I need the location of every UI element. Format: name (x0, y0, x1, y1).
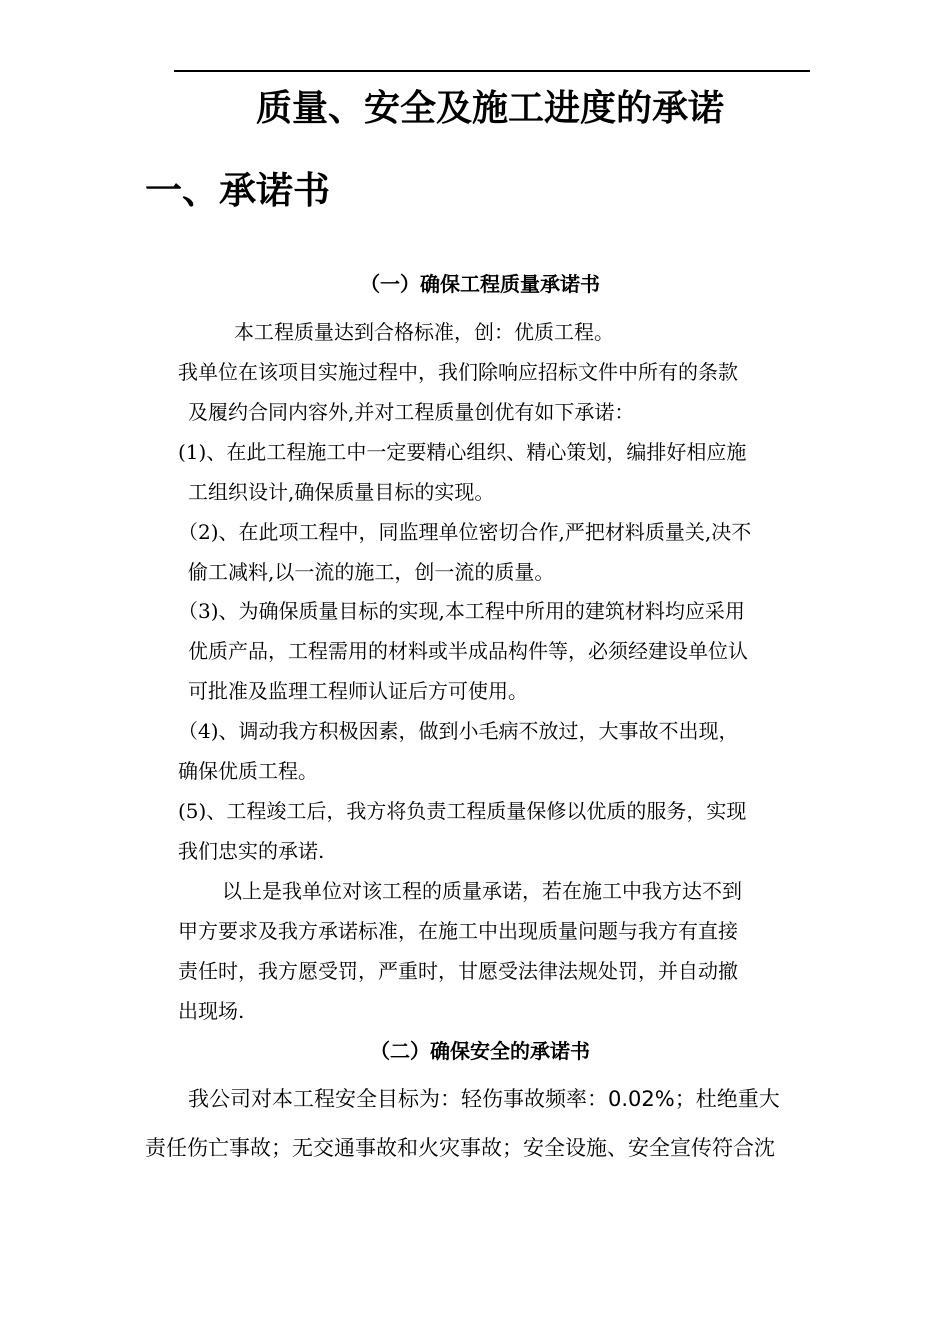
paragraph-line: 工组织设计,确保质量目标的实现。 (188, 480, 495, 504)
paragraph-line: 责任伤亡事故；无交通事故和火灾事故；安全设施、安全宣传符合沈 (145, 1136, 775, 1160)
paragraph-line: 确保优质工程。 (178, 759, 318, 783)
commitment-item-5: (5)、工程竣工后，我方将负责工程质量保修以优质的服务，实现 (178, 799, 747, 823)
section-heading: 一、承诺书 (145, 168, 330, 212)
commitment-item-3: （3)、为确保质量目标的实现,本工程中所用的建筑材料均应采用 (178, 599, 745, 623)
subsection-heading-quality: （一）确保工程质量承诺书 (360, 272, 600, 296)
paragraph-line: 我们忠实的承诺. (178, 839, 325, 863)
header-rule (174, 70, 810, 72)
paragraph-line: 以上是我单位对该工程的质量承诺，若在施工中我方达不到 (222, 879, 742, 903)
paragraph-line: 偷工减料,以一流的施工，创一流的质量。 (188, 560, 555, 584)
paragraph-line: 及履约合同内容外,并对工程质量创优有如下承诺： (188, 400, 635, 424)
paragraph-line: 优质产品，工程需用的材料或半成品构件等，必须经建设单位认 (188, 639, 748, 663)
commitment-item-4: （4)、调动我方积极因素，做到小毛病不放过，大事故不出现， (178, 719, 739, 743)
paragraph-line: 本工程质量达到合格标准，创：优质工程。 (234, 320, 614, 344)
document-title: 质量、安全及施工进度的承诺 (255, 87, 724, 129)
paragraph-line: 可批准及监理工程师认证后方可使用。 (188, 679, 528, 703)
subsection-heading-safety: （二）确保安全的承诺书 (370, 1039, 590, 1063)
commitment-item-1: (1)、在此工程施工中一定要精心组织、精心策划，编排好相应施 (178, 440, 747, 464)
commitment-item-2: （2)、在此项工程中，同监理单位密切合作,严把材料质量关,决不 (178, 520, 752, 544)
paragraph-line: 我公司对本工程安全目标为：轻伤事故频率：0.02%；杜绝重大 (188, 1087, 780, 1111)
paragraph-line: 甲方要求及我方承诺标准，在施工中出现质量问题与我方有直接 (178, 919, 738, 943)
paragraph-line: 我单位在该项目实施过程中，我们除响应招标文件中所有的条款 (178, 360, 738, 384)
paragraph-line: 出现场. (178, 999, 245, 1023)
paragraph-line: 责任时，我方愿受罚，严重时，甘愿受法律法规处罚，并自动撤 (178, 959, 738, 983)
